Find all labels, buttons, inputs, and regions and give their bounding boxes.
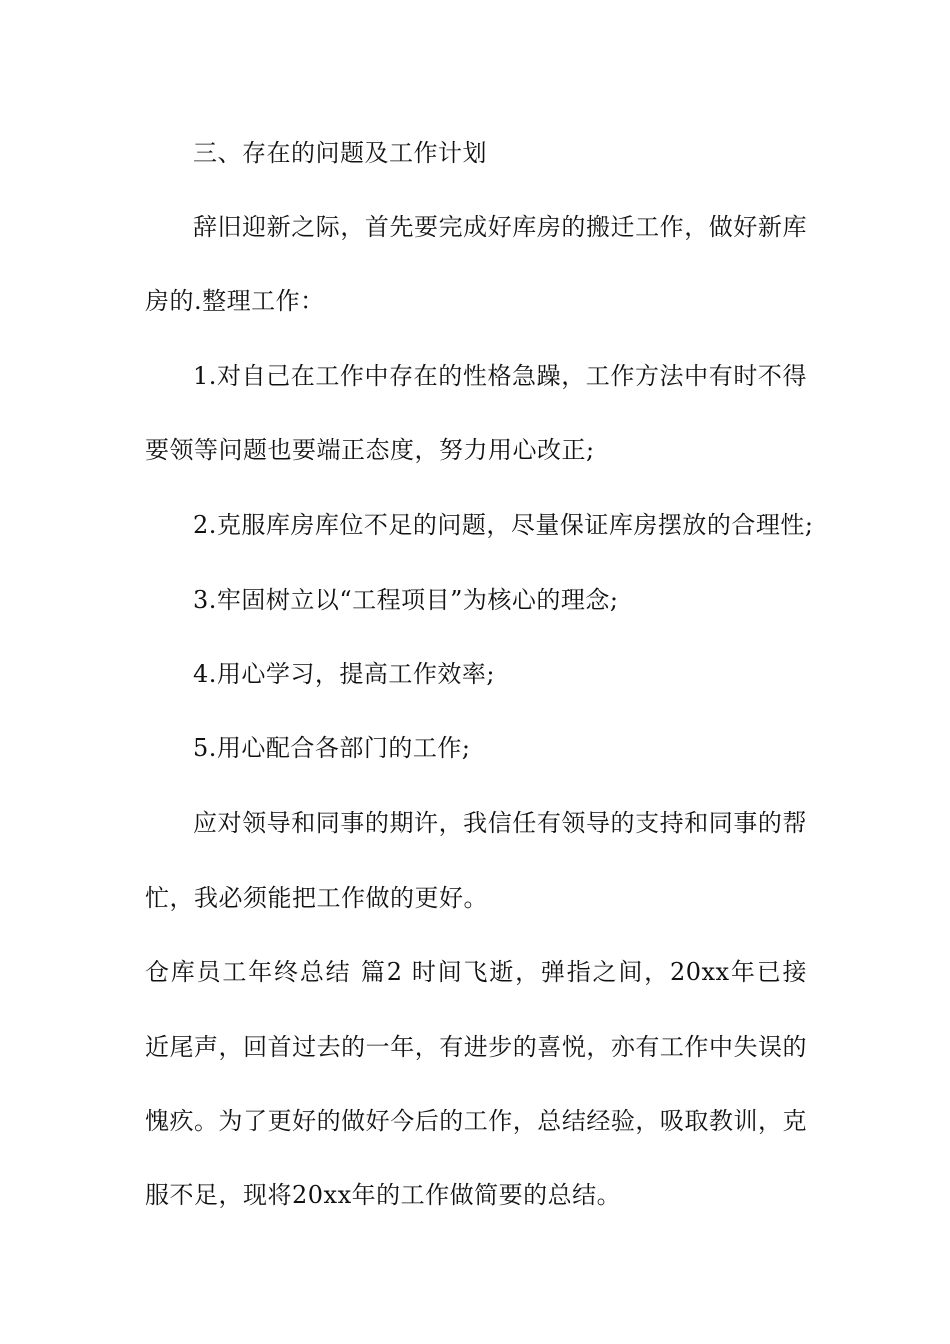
list-item-3: 3.牢固树立以“工程项目”为核心的理念; (193, 586, 619, 614)
list-item-1-line: 1.对自己在工作中存在的性格急躁，工作方法中有时不得 (193, 362, 807, 390)
paragraph-line: 忙，我必须能把工作做的更好。 (145, 884, 488, 912)
section-heading: 三、存在的问题及工作计划 (193, 139, 487, 167)
paragraph-line: 应对领导和同事的期许，我信任有领导的支持和同事的帮 (193, 809, 807, 837)
paragraph-line: 服不足，现将20xx年的工作做简要的总结。 (145, 1181, 622, 1209)
list-item-4: 4.用心学习，提高工作效率; (193, 660, 495, 688)
paragraph-line: 辞旧迎新之际，首先要完成好库房的搬迁工作，做好新库 (193, 213, 807, 241)
list-item-1-line: 要领等问题也要端正态度，努力用心改正; (145, 436, 595, 464)
list-item-2: 2.克服库房库位不足的问题，尽量保证库房摆放的合理性; (193, 511, 814, 539)
list-item-5: 5.用心配合各部门的工作; (193, 734, 471, 762)
paragraph-line: 近尾声，回首过去的一年，有进步的喜悦，亦有工作中失误的 (145, 1033, 807, 1061)
paragraph-line: 愧疚。为了更好的做好今后的工作，总结经验，吸取教训，克 (145, 1107, 807, 1135)
paragraph-line: 房的.整理工作： (145, 287, 325, 315)
article-title-line: 仓库员工年终总结 篇2 时间飞逝，弹指之间，20xx年已接 (145, 958, 807, 986)
